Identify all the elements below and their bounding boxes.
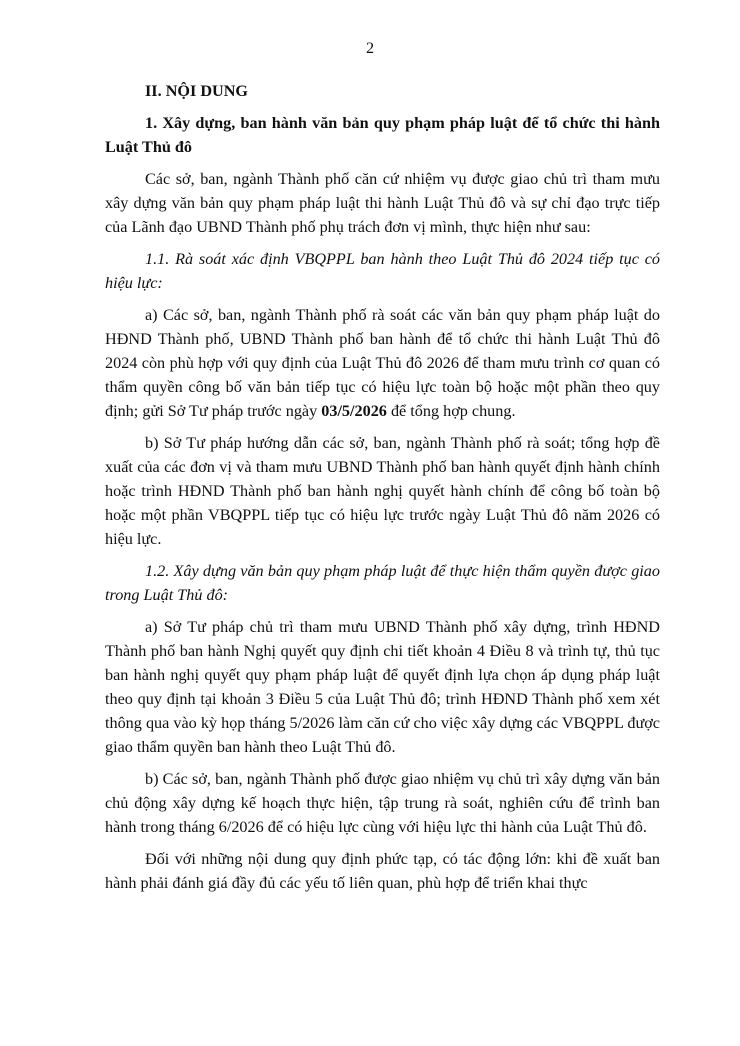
item-1-2-b-paragraph: b) Các sở, ban, ngành Thành phố được giao nhiệm vụ chủ trì xây dựng văn bản chủ động xây dựng kế hoạch thực hiện, tập trung rà soát, nghiên cứu để trình ban hành trong tháng 6/2026 để có hiệu lực cùng với hiệu lực thi hành của Luật Thủ đô. (105, 770, 660, 836)
item-1-1-a-text-after: để tổng hợp chung. (386, 402, 516, 420)
item-1-1-a-paragraph (105, 303, 660, 423)
intro-paragraph: Các sở, ban, ngành Thành phố căn cứ nhiệm vụ được giao chủ trì tham mưu xây dựng văn bản quy phạm pháp luật thi hành Luật Thủ đô và sự chỉ đạo trực tiếp của Lãnh đạo UBND Thành phố phụ trách đơn vị mình, thực hiện như sau: (105, 170, 660, 236)
item-1-1-a-text-before: a) Các sở, ban, ngành Thành phố rà soát các văn bản quy phạm pháp luật do HĐND Thành phố, UBND Thành phố ban hành để tổ chức thi hành Luật Thủ đô 2024 còn phù hợp với quy định của Luật Thủ đô 2026 để tham mưu trình cơ quan có thẩm quyền công bố văn bản tiếp tục có hiệu lực toàn bộ hoặc một phần theo quy định; gửi Sở Tư pháp trước ngày (105, 306, 660, 420)
section-title: II. NỘI DUNG (145, 82, 248, 100)
closing-paragraph: Đối với những nội dung quy định phức tạp, có tác động lớn: khi đề xuất ban hành phải đánh giá đầy đủ các yếu tố liên quan, phù hợp để triển khai thực (105, 850, 660, 892)
page-number: 2 (365, 39, 375, 57)
item-1-1-title: 1.1. Rà soát xác định VBQPPL ban hành theo Luật Thủ đô 2024 tiếp tục có hiệu lực: (105, 250, 660, 292)
item-1-2-a-paragraph: a) Sở Tư pháp chủ trì tham mưu UBND Thành phố xây dựng, trình HĐND Thành phố ban hành Nghị quyết quy định chi tiết khoản 4 Điều 8 và trình tự, thủ tục ban hành nghị quyết quy phạm pháp luật để quyết định lựa chọn áp dụng pháp luật theo quy định tại khoản 3 Điều 5 của Luật Thủ đô; trình HĐND Thành phố xem xét thông qua vào kỳ họp tháng 5/2026 làm căn cứ cho việc xây dựng các VBQPPL được giao thẩm quyền ban hành theo Luật Thủ đô. (105, 618, 660, 756)
item-1-2-title: 1.2. Xây dựng văn bản quy phạm pháp luật để thực hiện thẩm quyền được giao trong Luật Thủ đô: (105, 562, 660, 604)
document-body (105, 79, 660, 895)
item-1-1-b-paragraph: b) Sở Tư pháp hướng dẫn các sở, ban, ngành Thành phố rà soát; tổng hợp đề xuất của các đơn vị và tham mưu UBND Thành phố ban hành quyết định hành chính hoặc trình HĐND Thành phố ban hành nghị quyết hành chính để công bố toàn bộ hoặc một phần VBQPPL tiếp tục có hiệu lực trước ngày Luật Thủ đô năm 2026 có hiệu lực. (105, 434, 660, 548)
subsection-1-title: 1. Xây dựng, ban hành văn bản quy phạm pháp luật để tổ chức thi hành Luật Thủ đô (105, 114, 660, 156)
item-1-1-a-deadline-date: 03/5/2026 (321, 402, 387, 420)
